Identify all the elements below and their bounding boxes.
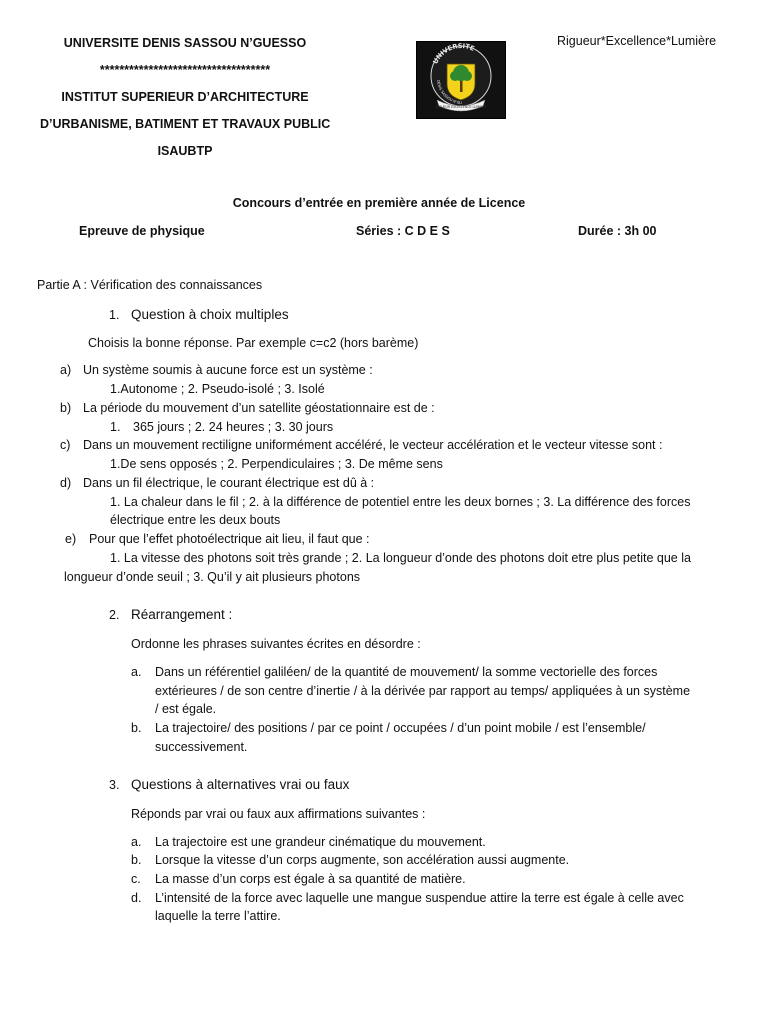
q1-item-d-options-line1: 1. La chaleur dans le fil ; 2. à la différence de potentiel entre les deux bornes ; 3. La différence des forces [110,495,691,509]
q1-item-b-text: La période du mouvement d’un satellite géostationnaire est de : [83,401,435,415]
q2-item-a-line2: extérieures / de son centre d’inertie / à la dérivée par rapport au temps/ appliquées à un système [155,684,691,698]
university-logo [416,41,506,119]
q1-item-b-options-num: 1. [110,420,121,434]
q1-item-e-options-line1: 1. La vitesse des photons soit très grande ; 2. La longueur d’onde des photons doit etre plus petite que la [110,551,691,565]
q1-item-b-options: 365 jours ; 2. 24 heures ; 3. 30 jours [133,420,334,434]
exam-title: Concours d’entrée en première année de Licence [232,196,526,210]
q1-item-a-letter: a) [60,363,72,377]
q3-item-b-line1: Lorsque la vitesse d’un corps augmente, son accélération aussi augmente. [155,853,570,867]
q1-item-d-letter: d) [60,476,72,490]
exam-series: Séries : C D E S [356,224,450,238]
q1-item-e-text: Pour que l’effet photoélectrique ait lieu, il faut que : [89,532,370,546]
q1-item-e-letter: e) [65,532,77,546]
q2-title: Réarrangement : [131,607,233,622]
q1-item-e-options-line2: longueur d’onde seuil ; 3. Qu’il y ait plusieurs photons [64,570,361,584]
q3-title: Questions à alternatives vrai ou faux [131,777,350,792]
motto: Rigueur*Excellence*Lumière [557,34,717,48]
logo-arc-left: DENIS SASSOU N’GU [435,79,463,106]
q1-item-d-text: Dans un fil électrique, le courant électrique est dû à : [83,476,375,490]
q2-instruction: Ordonne les phrases suivantes écrites en désordre : [131,637,421,651]
q1-item-c-text: Dans un mouvement rectiligne uniformément accéléré, le vecteur accélération et le vecteur vitesse sont : [83,438,663,452]
q1-item-d-options-line2: électrique entre les deux bouts [110,513,281,527]
university-name: UNIVERSITE DENIS SASSOU N’GUESSO [63,36,307,50]
q3-instruction: Réponds par vrai ou faux aux affirmations suivantes : [131,807,426,821]
q1-instruction: Choisis la bonne réponse. Par exemple c=c2 (hors barème) [88,336,419,350]
q1-item-c-letter: c) [60,438,71,452]
q1-item-b-letter: b) [60,401,72,415]
university-seal-icon [417,42,505,118]
exam-subject: Epreuve de physique [79,224,205,238]
q3-item-d-letter: d. [131,891,142,905]
stars-divider: *********************************** [99,63,271,77]
q2-item-b-line2: successivement. [155,740,248,754]
q3-item-d-line2: laquelle la terre l’attire. [155,909,281,923]
institute-line-1: INSTITUT SUPERIEUR D’ARCHITECTURE [61,90,309,104]
institute-line-2: D’URBANISME, BATIMENT ET TRAVAUX PUBLIC [40,117,331,131]
q3-item-c-line1: La masse d’un corps est égale à sa quantité de matière. [155,872,466,886]
q3-item-a-letter: a. [131,835,142,849]
q2-item-b-line1: La trajectoire/ des positions / par ce point / occupées / d’un point mobile / est l’ensemble/ [155,721,646,735]
q2-item-a-letter: a. [131,665,142,679]
q2-item-a-line1: Dans un référentiel galiléen/ de la quantité de mouvement/ la somme vectorielle des forces [155,665,658,679]
q1-number: 1. [109,308,120,322]
q2-item-a-line3: / est égale. [155,702,217,716]
q2-item-b-letter: b. [131,721,142,735]
q1-item-a-text: Un système soumis à aucune force est un système : [83,363,373,377]
q3-item-a-line1: La trajectoire est une grandeur cinématique du mouvement. [155,835,486,849]
q1-item-a-options: 1.Autonome ; 2. Pseudo-isolé ; 3. Isolé [110,382,325,396]
q3-item-b-letter: b. [131,853,142,867]
q2-number: 2. [109,608,120,622]
q3-item-d-line1: L’intensité de la force avec laquelle une mangue suspendue attire la terre est égale à celle avec [155,891,684,905]
logo-arc-top: UNIVERSITE [431,42,476,66]
q1-title: Question à choix multiples [131,307,289,322]
q3-number: 3. [109,778,120,792]
exam-duration: Durée : 3h 00 [578,224,657,238]
institute-acronym: ISAUBTP [157,144,213,158]
logo-ribbon-text: RIGUEUR EXCELLENCE LUMIERE [435,105,487,109]
q1-item-c-options: 1.De sens opposés ; 2. Perpendiculaires ; 3. De même sens [110,457,443,471]
part-a-title: Partie A : Vérification des connaissances [37,278,263,292]
q3-item-c-letter: c. [131,872,141,886]
